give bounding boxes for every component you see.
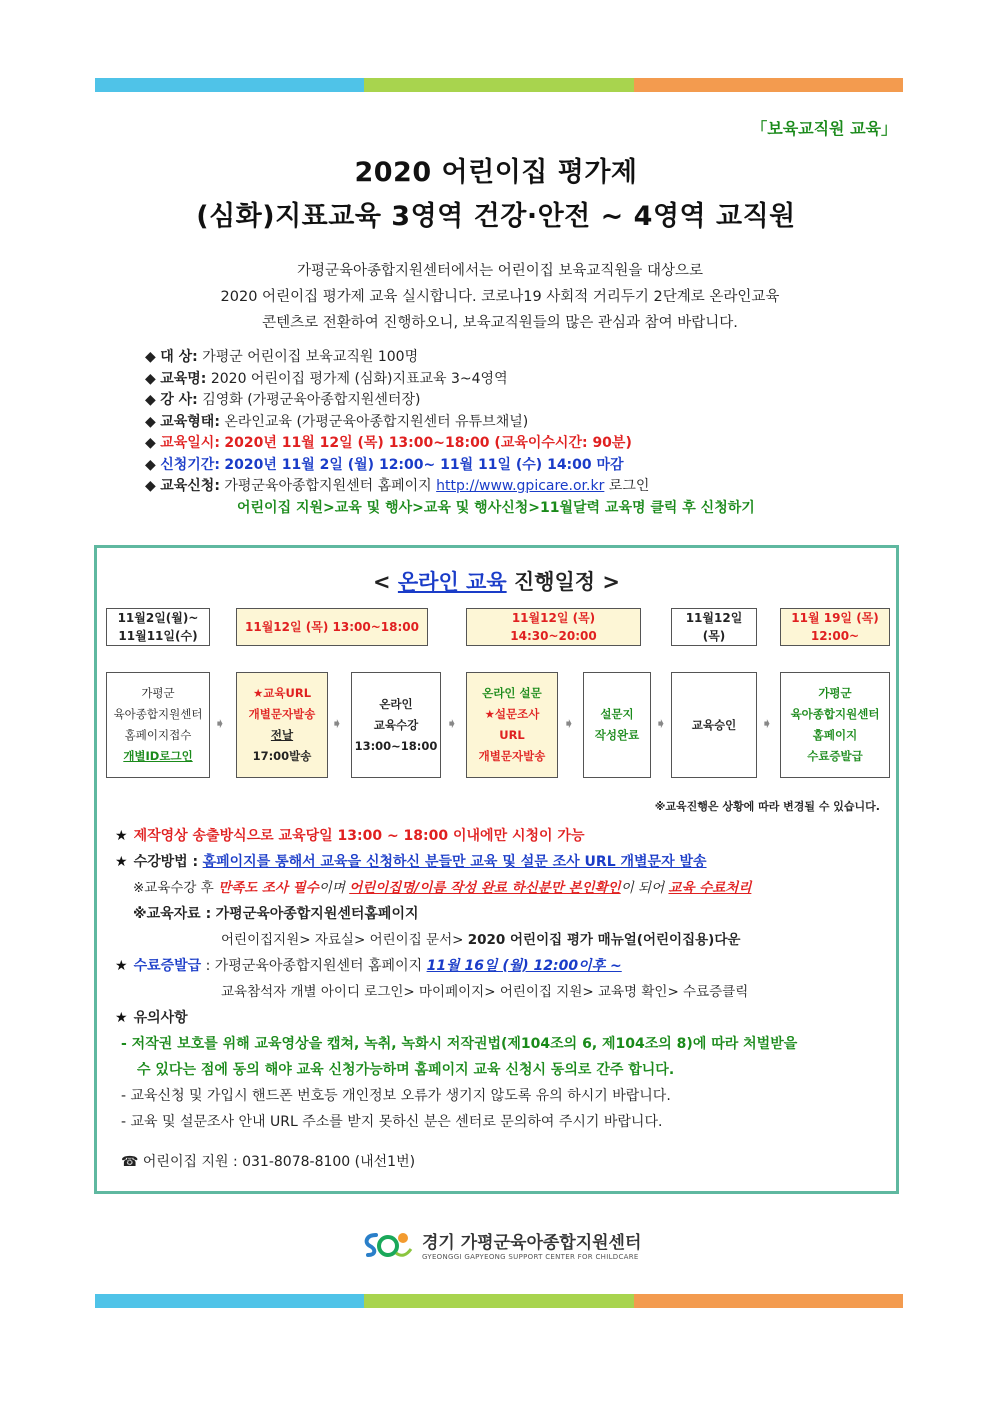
arrow-icon: ➧ — [446, 716, 458, 732]
info-name: ◆ 교육명: 2020 어린이집 평가제 (심화)지표교육 3~4영역 — [145, 370, 508, 387]
schedule-note: ※교육진행은 상황에 따라 변경될 수 있습니다. — [654, 800, 880, 813]
contact-phone: ☎ 어린이집 지원 : 031-8078-8100 (내선1번) — [121, 1154, 416, 1170]
intro-paragraph: 가평군육아종합지원센터에서는 어린이집 보육교직원을 대상으로 2020 어린이집 평가제 교육 실시합니다. 코로나19 사회적 거리두기 2단계로 온라인교육 콘텐츠로 전환하여 진행하오니, 보육교직원들의 많은 관심과 참여 바랍니다. — [220, 263, 780, 331]
page-title: 2020 어린이집 평가제 — [354, 157, 638, 188]
step-1: 가평군 육아종합지원센터 홈페이지접수 개별ID로그인 — [106, 672, 210, 778]
page-subtitle: (심화)지표교육 3영역 건강·안전 ~ 4영역 교직원 — [196, 201, 796, 232]
detail-material-path: 어린이집지원> 자료실> 어린이집 문서> 2020 어린이집 평가 매뉴얼(어린이집용)다운 — [221, 932, 741, 948]
step-6: 교육승인 — [671, 672, 757, 778]
info-lecturer: ◆ 강 사: 김영화 (가평군육아종합지원센터장) — [145, 392, 421, 408]
detail-method: ★ 수강방법 : 홈페이지를 통해서 교육을 신청하신 분들만 교육 및 설문 조사 URL 개별문자 발송 — [115, 854, 707, 870]
detail-caution: ★ 유의사항 — [115, 1010, 188, 1026]
arrow-icon: ➧ — [331, 716, 343, 732]
date-box-3: 11월12일 (목) 14:30~20:00 — [466, 608, 641, 646]
date-box-2: 11월12일 (목) 13:00~18:00 — [236, 608, 428, 646]
detail-material: ※교육자료 : 가평군육아종합지원센터홈페이지 — [133, 906, 419, 922]
bottom-color-bar — [95, 1294, 903, 1308]
date-box-1: 11월2일(월)~ 11월11일(수) — [106, 608, 210, 646]
caution-2: - 교육신청 및 가입시 핸드폰 번호등 개인정보 오류가 생기지 않도록 유의 하시기 바랍니다. — [121, 1088, 671, 1104]
detail-certificate-path: 교육참석자 개별 아이디 로그인> 마이페이지> 어린이집 지원> 교육명 확인> 수료증클릭 — [221, 984, 749, 1000]
info-date: ◆ 교육일시: 2020년 11월 12일 (목) 13:00~18:00 (교육이수시간: 90분) — [145, 435, 632, 451]
info-period: ◆ 신청기간: 2020년 11월 2일 (월) 12:00~ 11월 11일 (수) 14:00 마감 — [145, 456, 624, 473]
homepage-link[interactable]: http://www.gpicare.or.kr — [436, 478, 605, 494]
org-name: 경기 가평군육아종합지원센터 — [422, 1233, 642, 1253]
document-tag: 「보육교직원 교육」 — [751, 119, 897, 138]
date-box-4: 11월12일 (목) — [671, 608, 757, 646]
info-list — [145, 347, 755, 519]
step-2: ★교육URL 개별문자발송 전날 17:00발송 — [236, 672, 328, 778]
caution-1: - 저작권 보호를 위해 교육영상을 캡쳐, 녹취, 녹화시 저작권법(제104조의 6, 제104조의 8)에 따라 처벌받을 — [121, 1036, 798, 1052]
caution-1b: 수 있다는 점에 동의 해야 교육 신청가능하며 홈페이지 교육 신청시 동의로 간주 합니다. — [137, 1062, 675, 1078]
schedule-box — [94, 545, 899, 1194]
step-7: 가평군 육아종합지원센터 홈페이지 수료증발급 — [780, 672, 890, 778]
arrow-icon: ➧ — [214, 716, 226, 732]
arrow-icon: ➧ — [563, 716, 575, 732]
arrow-icon: ➧ — [761, 716, 773, 732]
step-4: 온라인 설문 ★설문조사 URL 개별문자발송 — [466, 672, 558, 778]
step-3: 온라인 교육수강 13:00~18:00 — [351, 672, 441, 778]
schedule-title: < 온라인 교육 진행일정 > — [372, 570, 621, 594]
caution-3: - 교육 및 설문조사 안내 URL 주소를 받지 못하신 분은 센터로 문의하여 주시기 바랍니다. — [121, 1114, 663, 1130]
apply-path: 어린이집 지원>교육 및 행사>교육 및 행사신청>11월달력 교육명 클릭 후 신청하기 — [237, 499, 755, 516]
phone-icon: ☎ — [121, 1154, 139, 1170]
footer-logo — [362, 1228, 641, 1261]
top-color-bar — [95, 78, 903, 92]
detail-certificate: ★ 수료증발급 : 가평군육아종합지원센터 홈페이지 11월 16일 (월) 12:00이후 ~ — [115, 958, 622, 974]
info-target: ◆ 대 상: 가평군 어린이집 보육교직원 100명 — [145, 349, 419, 365]
info-type: ◆ 교육형태: 온라인교육 (가평군육아종합지원센터 유튜브채널) — [145, 413, 529, 430]
details-section — [115, 823, 885, 1175]
step-5: 설문지 작성완료 — [583, 672, 651, 778]
date-box-5: 11월 19일 (목) 12:00~ — [780, 608, 890, 646]
info-apply: ◆ 교육신청: 가평군육아종합지원센터 홈페이지 http://www.gpicare.or.kr 로그인 — [145, 478, 650, 494]
center-logo-icon — [362, 1229, 414, 1261]
detail-streaming: ★ 제작영상 송출방식으로 교육당일 13:00 ~ 18:00 이내에만 시청이 가능 — [115, 828, 585, 844]
arrow-icon: ➧ — [655, 716, 667, 732]
detail-completion: ※교육수강 후 만족도 조사 필수이며 어린이집명/이름 작성 완료 하신분만 본인확인이 되어 교육 수료처리 — [133, 880, 752, 896]
org-name-en: GYEONGGI GAPYEONG SUPPORT CENTER FOR CHILDCARE — [422, 1253, 639, 1261]
